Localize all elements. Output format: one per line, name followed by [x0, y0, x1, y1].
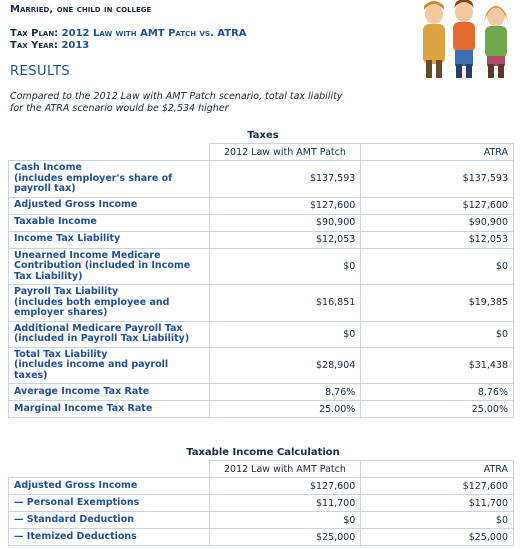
header-blank-cell: [9, 461, 210, 478]
value-2012-law: $16,851: [209, 285, 361, 322]
value-atra: $127,600: [361, 478, 514, 495]
value-2012-law: $127,600: [209, 478, 361, 495]
summary-line-1: Compared to the 2012 Law with AMT Patch scenario, total tax liability: [10, 91, 343, 102]
value-2012-law: 25.00%: [209, 401, 361, 418]
row-label: [9, 248, 210, 285]
table-row: [9, 197, 514, 214]
value-2012-law: $0: [209, 512, 361, 529]
row-label: Adjusted Gross Income: [9, 478, 210, 495]
results-heading: RESULTS: [10, 64, 71, 79]
table-row: [9, 214, 514, 231]
table-row: [9, 231, 514, 248]
row-label: [9, 285, 210, 322]
table-row: [9, 401, 514, 418]
value-atra: $90,900: [361, 214, 514, 231]
column-header-2012-law: 2012 Law with AMT Patch: [209, 144, 361, 161]
column-header-2012-law: 2012 Law with AMT Patch: [209, 461, 361, 478]
value-2012-law: $0: [209, 248, 361, 285]
row-label-text: Cash Income: [14, 162, 82, 173]
row-label: [9, 401, 210, 418]
value-atra: $0: [361, 321, 514, 347]
value-2012-law: $11,700: [209, 495, 361, 512]
value-2012-law: $28,904: [209, 347, 361, 384]
row-label: [9, 231, 210, 248]
taxes-table-title: Taxes: [247, 130, 279, 141]
summary-line-2: for the ATRA scenario would be $2,534 higher: [10, 103, 229, 114]
value-atra: $12,053: [361, 231, 514, 248]
column-header-atra: ATRA: [361, 144, 514, 161]
tax-year-line: [10, 40, 89, 51]
value-atra: $127,600: [361, 197, 514, 214]
value-atra: $0: [361, 248, 514, 285]
row-label-text: Adjusted Gross Income: [14, 199, 138, 211]
row-label-text: Income Tax Liability: [14, 233, 121, 245]
row-label: [9, 161, 210, 198]
value-2012-law: $25,000: [209, 529, 361, 546]
family-illustration-icon: [412, 0, 518, 80]
column-header-atra: ATRA: [361, 461, 514, 478]
value-atra: $25,000: [361, 529, 514, 546]
row-label: [9, 214, 210, 231]
value-atra: 25.00%: [361, 401, 514, 418]
row-label-text: Average Income Tax Rate: [14, 385, 150, 397]
row-label: — Personal Exemptions: [9, 495, 210, 512]
row-label-text: Additional Medicare Payroll Tax (included in Payroll Tax Liability): [14, 322, 190, 344]
header-blank-cell: [9, 144, 210, 161]
value-atra: $0: [361, 512, 514, 529]
row-label-note: (includes both employee and employer shares): [14, 296, 170, 318]
value-atra: $31,438: [361, 347, 514, 384]
row-label: [9, 197, 210, 214]
table-row: [9, 495, 514, 512]
table-row: [9, 384, 514, 401]
row-label-text: Marginal Income Tax Rate: [14, 402, 153, 414]
taxable-income-table: [8, 460, 514, 546]
filing-status: Married, one child in college: [10, 4, 152, 15]
tax-plan-label: Tax Plan:: [10, 28, 59, 39]
value-2012-law: $12,053: [209, 231, 361, 248]
table-row: [9, 512, 514, 529]
row-label-text: Unearned Income Medicare Contribution (included in Income Tax Liability): [14, 249, 191, 282]
tax-year-value: 2013: [61, 40, 90, 51]
taxes-column-header: [9, 144, 514, 161]
table-row: [9, 529, 514, 546]
value-atra: 8.76%: [361, 384, 514, 401]
row-label: [9, 347, 210, 384]
tax-plan-line: [10, 28, 247, 39]
taxable-column-header: [9, 461, 514, 478]
value-2012-law: $90,900: [209, 214, 361, 231]
value-atra: $11,700: [361, 495, 514, 512]
row-label-text: Total Tax Liability: [14, 348, 108, 360]
row-label-note: (includes employer's share of payroll tax): [14, 172, 173, 194]
value-2012-law: $0: [209, 321, 361, 347]
table-row: [9, 285, 514, 322]
row-label-note: (includes income and payroll taxes): [14, 359, 169, 381]
row-label: — Itemized Deductions: [9, 529, 210, 546]
taxable-income-table-title: Taxable Income Calculation: [186, 447, 340, 458]
table-row: [9, 248, 514, 285]
value-atra: $137,593: [361, 161, 514, 198]
taxes-table: [8, 143, 514, 418]
value-atra: $19,385: [361, 285, 514, 322]
row-label: — Standard Deduction: [9, 512, 210, 529]
row-label-text: Payroll Tax Liability: [14, 286, 119, 297]
table-row: [9, 161, 514, 198]
table-row: [9, 347, 514, 384]
row-label: [9, 321, 210, 347]
row-label: [9, 384, 210, 401]
results-summary: [10, 91, 390, 115]
tax-plan-value: 2012 Law with AMT Patch vs. ATRA: [61, 28, 247, 39]
value-2012-law: $127,600: [209, 197, 361, 214]
table-row: [9, 321, 514, 347]
tax-year-label: Tax Year:: [10, 40, 58, 51]
value-2012-law: 8.76%: [209, 384, 361, 401]
table-row: [9, 478, 514, 495]
value-2012-law: $137,593: [209, 161, 361, 198]
row-label-text: Taxable Income: [14, 216, 97, 228]
